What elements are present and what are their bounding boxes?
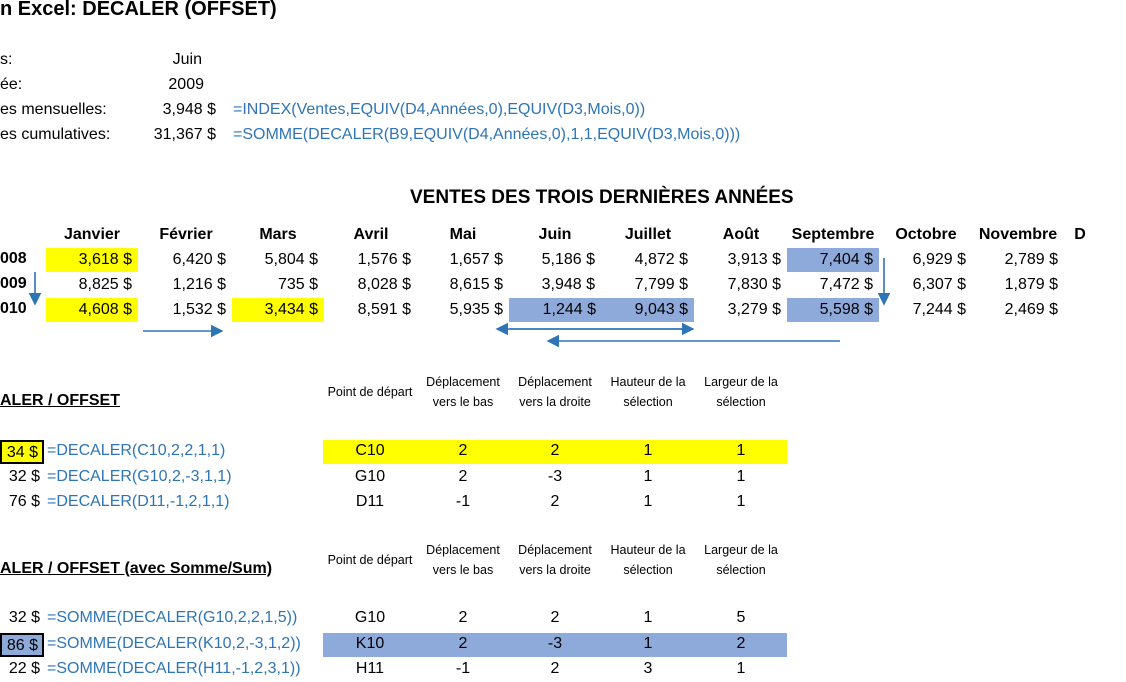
sales-cell[interactable]: 8,591 $ — [357, 301, 411, 318]
formula-text: =SOMME(DECALER(H11,-1,2,3,1)) — [47, 660, 301, 677]
formula-text: =DECALER(D11,-1,2,1,1) — [47, 493, 230, 510]
param-cell[interactable]: -3 — [547, 468, 563, 485]
param-cell[interactable]: 2 — [458, 635, 468, 652]
sales-cell[interactable]: 1,879 $ — [1004, 276, 1058, 293]
formula-text: =SOMME(DECALER(K10,2,-3,1,2)) — [47, 635, 301, 652]
info-value-cumulative[interactable]: 31,367 $ — [153, 126, 216, 143]
sales-cell[interactable]: 5,598 $ — [787, 298, 879, 322]
sales-cell[interactable]: 6,420 $ — [172, 251, 226, 268]
param-cell[interactable]: 1 — [736, 493, 746, 510]
info-value-month[interactable]: Juin — [172, 51, 202, 68]
year-label: 008 — [0, 250, 27, 267]
param-cell[interactable]: 1 — [736, 442, 746, 459]
sales-cell[interactable]: 2,469 $ — [1004, 301, 1058, 318]
param-cell[interactable]: 1 — [643, 635, 653, 652]
info-label-cumulative: es cumulatives: — [0, 126, 111, 143]
sales-cell[interactable]: 7,404 $ — [787, 248, 879, 272]
column-header: Hauteur de la sélection — [610, 543, 686, 577]
column-header: Point de départ — [327, 553, 413, 567]
info-formula-monthly: =INDEX(Ventes,EQUIV(D4,Années,0),EQUIV(D3,Mois,0)) — [233, 101, 646, 118]
param-cell[interactable]: 2 — [550, 609, 560, 626]
sales-cell[interactable]: 3,618 $ — [46, 248, 138, 272]
sales-cell[interactable]: 8,615 $ — [449, 276, 503, 293]
param-cell[interactable]: 1 — [643, 609, 653, 626]
result-cell[interactable]: 76 $ — [8, 493, 40, 510]
param-cell[interactable]: 2 — [458, 609, 468, 626]
column-header: Hauteur de la sélection — [610, 375, 686, 409]
param-cell[interactable]: 1 — [643, 442, 653, 459]
month-header-4: Mai — [449, 226, 477, 243]
sales-cell[interactable]: 1,216 $ — [172, 276, 226, 293]
sales-cell[interactable]: 9,043 $ — [634, 301, 688, 318]
param-cell[interactable]: H11 — [355, 660, 385, 677]
result-cell[interactable]: 86 $ — [0, 633, 44, 657]
param-cell[interactable]: 1 — [736, 468, 746, 485]
sales-cell[interactable]: 6,307 $ — [912, 276, 966, 293]
column-header: Déplacement vers le bas — [426, 375, 500, 409]
sum-section-heading: ALER / OFFSET (avec Somme/Sum) — [0, 560, 273, 577]
sales-cell[interactable]: 1,657 $ — [449, 251, 503, 268]
param-cell[interactable]: G10 — [354, 609, 386, 626]
info-value-year[interactable]: 2009 — [168, 76, 204, 93]
param-cell[interactable]: 2 — [458, 442, 468, 459]
column-header: Déplacement vers le bas — [426, 543, 500, 577]
param-cell[interactable]: -1 — [455, 493, 471, 510]
sales-cell[interactable]: 1,244 $ — [509, 298, 602, 322]
param-cell[interactable]: 2 — [550, 442, 560, 459]
param-cell[interactable]: 2 — [550, 660, 560, 677]
sales-cell[interactable]: 6,929 $ — [912, 251, 966, 268]
sales-cell[interactable]: 3,913 $ — [727, 251, 781, 268]
month-header-3: Avril — [353, 226, 389, 243]
info-label-month: s: — [0, 51, 13, 68]
param-cell[interactable]: 1 — [643, 493, 653, 510]
sales-cell[interactable]: 1,532 $ — [172, 301, 226, 318]
sales-cell[interactable]: 7,799 $ — [634, 276, 688, 293]
info-label-monthly: es mensuelles: — [0, 101, 107, 118]
info-value-monthly[interactable]: 3,948 $ — [162, 101, 216, 118]
param-cell[interactable]: 5 — [736, 609, 746, 626]
year-label: 010 — [0, 300, 27, 317]
month-header-1: Février — [159, 226, 213, 243]
month-header-11: D — [1074, 226, 1086, 243]
sales-cell[interactable]: 5,935 $ — [449, 301, 503, 318]
month-header-6: Juillet — [624, 226, 672, 243]
sales-cell[interactable]: 3,279 $ — [727, 301, 781, 318]
param-cell[interactable]: 2 — [458, 468, 468, 485]
param-cell[interactable]: G10 — [354, 468, 386, 485]
param-cell[interactable]: K10 — [355, 635, 385, 652]
page-title: n Excel: DECALER (OFFSET) — [0, 0, 277, 20]
param-cell[interactable]: 2 — [736, 635, 746, 652]
result-cell[interactable]: 32 $ — [8, 468, 40, 485]
result-cell[interactable]: 32 $ — [8, 609, 40, 626]
column-header: Largeur de la sélection — [704, 543, 778, 577]
sales-table-title: VENTES DES TROIS DERNIÈRES ANNÉES — [410, 187, 794, 208]
param-cell[interactable]: -1 — [455, 660, 471, 677]
formula-text: =DECALER(G10,2,-3,1,1) — [47, 468, 232, 485]
sales-cell[interactable]: 3,948 $ — [541, 276, 595, 293]
column-header: Déplacement vers la droite — [518, 375, 592, 409]
param-cell[interactable]: 3 — [643, 660, 653, 677]
sales-cell[interactable]: 7,830 $ — [727, 276, 781, 293]
sales-cell[interactable]: 735 $ — [277, 276, 318, 293]
month-header-7: Août — [722, 226, 760, 243]
result-cell[interactable]: 34 $ — [0, 440, 44, 464]
sales-cell[interactable]: 4,872 $ — [634, 251, 688, 268]
param-cell[interactable]: -3 — [547, 635, 563, 652]
sales-cell[interactable]: 3,434 $ — [232, 298, 324, 322]
sales-cell[interactable]: 8,825 $ — [78, 276, 132, 293]
sales-cell[interactable]: 7,244 $ — [912, 301, 966, 318]
sales-cell[interactable]: 8,028 $ — [357, 276, 411, 293]
param-cell[interactable]: 1 — [643, 468, 653, 485]
month-header-0: Janvier — [63, 226, 121, 243]
param-cell[interactable]: 2 — [550, 493, 560, 510]
sales-cell[interactable]: 2,789 $ — [1004, 251, 1058, 268]
param-cell[interactable]: D11 — [355, 493, 385, 510]
sales-cell[interactable]: 5,804 $ — [264, 251, 318, 268]
year-label: 009 — [0, 275, 27, 292]
month-header-2: Mars — [259, 226, 297, 243]
offset-section-heading: ALER / OFFSET — [0, 392, 120, 409]
param-cell[interactable]: C10 — [355, 442, 385, 459]
param-cell[interactable]: 1 — [736, 660, 746, 677]
month-header-10: Novembre — [978, 226, 1058, 243]
sales-cell[interactable]: 4,608 $ — [46, 298, 138, 322]
info-label-year: ée: — [0, 76, 23, 93]
month-header-5: Juin — [538, 226, 572, 243]
formula-text: =SOMME(DECALER(G10,2,2,1,5)) — [47, 609, 298, 626]
result-cell[interactable]: 22 $ — [8, 660, 40, 677]
formula-text: =DECALER(C10,2,2,1,1) — [47, 442, 226, 459]
sales-cell[interactable]: 5,186 $ — [541, 251, 595, 268]
info-formula-cumulative: =SOMME(DECALER(B9,EQUIV(D4,Années,0),1,1,EQUIV(D3,Mois,0))) — [233, 126, 741, 143]
month-header-9: Octobre — [895, 226, 957, 243]
column-header: Déplacement vers la droite — [518, 543, 592, 577]
column-header: Point de départ — [327, 385, 413, 399]
sales-cell[interactable]: 7,472 $ — [819, 276, 873, 293]
column-header: Largeur de la sélection — [704, 375, 778, 409]
month-header-8: Septembre — [791, 226, 875, 243]
sales-cell[interactable]: 1,576 $ — [357, 251, 411, 268]
